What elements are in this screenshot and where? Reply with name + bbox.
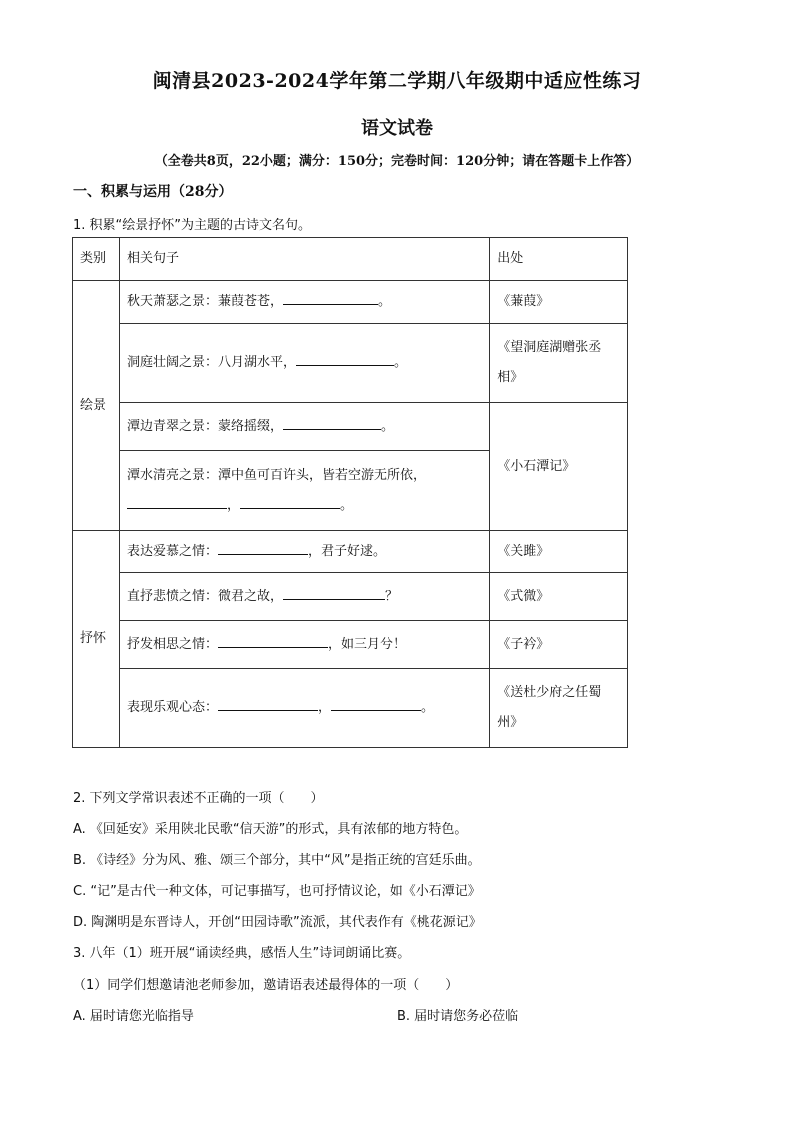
sentence-cell: 洞庭壮阔之景：八月湖水平， 。 [119, 324, 489, 403]
source-cell: 《望洞庭湖赠张丞相》 [490, 324, 628, 403]
question-3-stem: 3. 八年（1）班开展“诵读经典，感悟人生”诗词朗诵比赛。 [73, 946, 411, 961]
question-3-sub1: （1）同学们想邀请池老师参加，邀请语表述最得体的一项（ ） [73, 978, 459, 993]
answer-blank[interactable] [296, 351, 394, 366]
source-cell: 《关雎》 [490, 531, 628, 573]
question-2-stem: 2. 下列文学常识表述不正确的一项（ ） [73, 791, 324, 806]
question-3-option-a: A. 届时请您光临指导 [73, 1009, 194, 1024]
sentence-cell: 潭水清亮之景：潭中鱼可百许头，皆若空游无所依， ， 。 [119, 451, 489, 531]
question-2-option-c: C. “记”是古代一种文体，可记事描写，也可抒情议论，如《小石潭记》 [73, 884, 481, 899]
poem-table [72, 237, 628, 748]
question-2-option-d: D. 陶渊明是东晋诗人，开创“田园诗歌”流派，其代表作有《桃花源记》 [73, 915, 482, 930]
answer-blank[interactable] [218, 696, 318, 711]
header-sentence: 相关句子 [119, 238, 489, 281]
source-cell: 《式微》 [490, 573, 628, 621]
answer-blank[interactable] [283, 290, 378, 305]
source-cell: 《蒹葭》 [490, 281, 628, 324]
header-category: 类别 [73, 238, 120, 281]
source-cell: 《送杜少府之任蜀州》 [490, 669, 628, 748]
answer-blank[interactable] [240, 494, 340, 509]
sentence-cell: 潭边青翠之景：蒙络摇缀， 。 [119, 403, 489, 451]
answer-blank[interactable] [127, 494, 227, 509]
question-3-option-b: B. 届时请您务必莅临 [397, 1009, 519, 1024]
table-row [73, 573, 628, 621]
answer-blank[interactable] [283, 415, 381, 430]
sentence-cell: 表现乐观心态： ， 。 [119, 669, 489, 748]
question-2-option-a: A. 《回延安》采用陕北民歌“信天游”的形式，具有浓郁的地方特色。 [73, 822, 468, 837]
answer-blank[interactable] [331, 696, 421, 711]
category-scene: 绘景 [73, 281, 120, 531]
source-cell: 《子衿》 [490, 621, 628, 669]
question-1-stem: 1. 积累“绘景抒怀”为主题的古诗文名句。 [73, 218, 312, 233]
answer-blank[interactable] [218, 633, 328, 648]
section-heading: 一、积累与运用（28分） [73, 184, 233, 200]
sentence-cell: 抒发相思之情： ，如三月兮！ [119, 621, 489, 669]
table-row [73, 669, 628, 748]
category-emotion: 抒怀 [73, 531, 120, 748]
question-2-option-b: B. 《诗经》分为风、雅、颂三个部分，其中“风”是指正统的宫廷乐曲。 [73, 853, 481, 868]
table-row [73, 281, 628, 324]
table-row [73, 621, 628, 669]
page-title: 闽清县2023-2024学年第二学期八年级期中适应性练习 [152, 70, 642, 92]
table-header-row [73, 238, 628, 281]
page-subtitle: 语文试卷 [361, 118, 433, 139]
sentence-cell: 秋天萧瑟之景：蒹葭苍苍， 。 [119, 281, 489, 324]
answer-blank[interactable] [283, 585, 385, 600]
answer-blank[interactable] [218, 540, 308, 555]
table-row [73, 324, 628, 403]
sentence-cell: 表达爱慕之情： ，君子好逑。 [119, 531, 489, 573]
source-cell: 《小石潭记》 [490, 403, 628, 531]
exam-note: （全卷共8页，22小题；满分：150分；完卷时间：120分钟；请在答题卡上作答） [154, 154, 640, 169]
table-row [73, 531, 628, 573]
table-row [73, 403, 628, 451]
header-source: 出处 [490, 238, 628, 281]
sentence-cell: 直抒悲愤之情：微君之故， ？ [119, 573, 489, 621]
